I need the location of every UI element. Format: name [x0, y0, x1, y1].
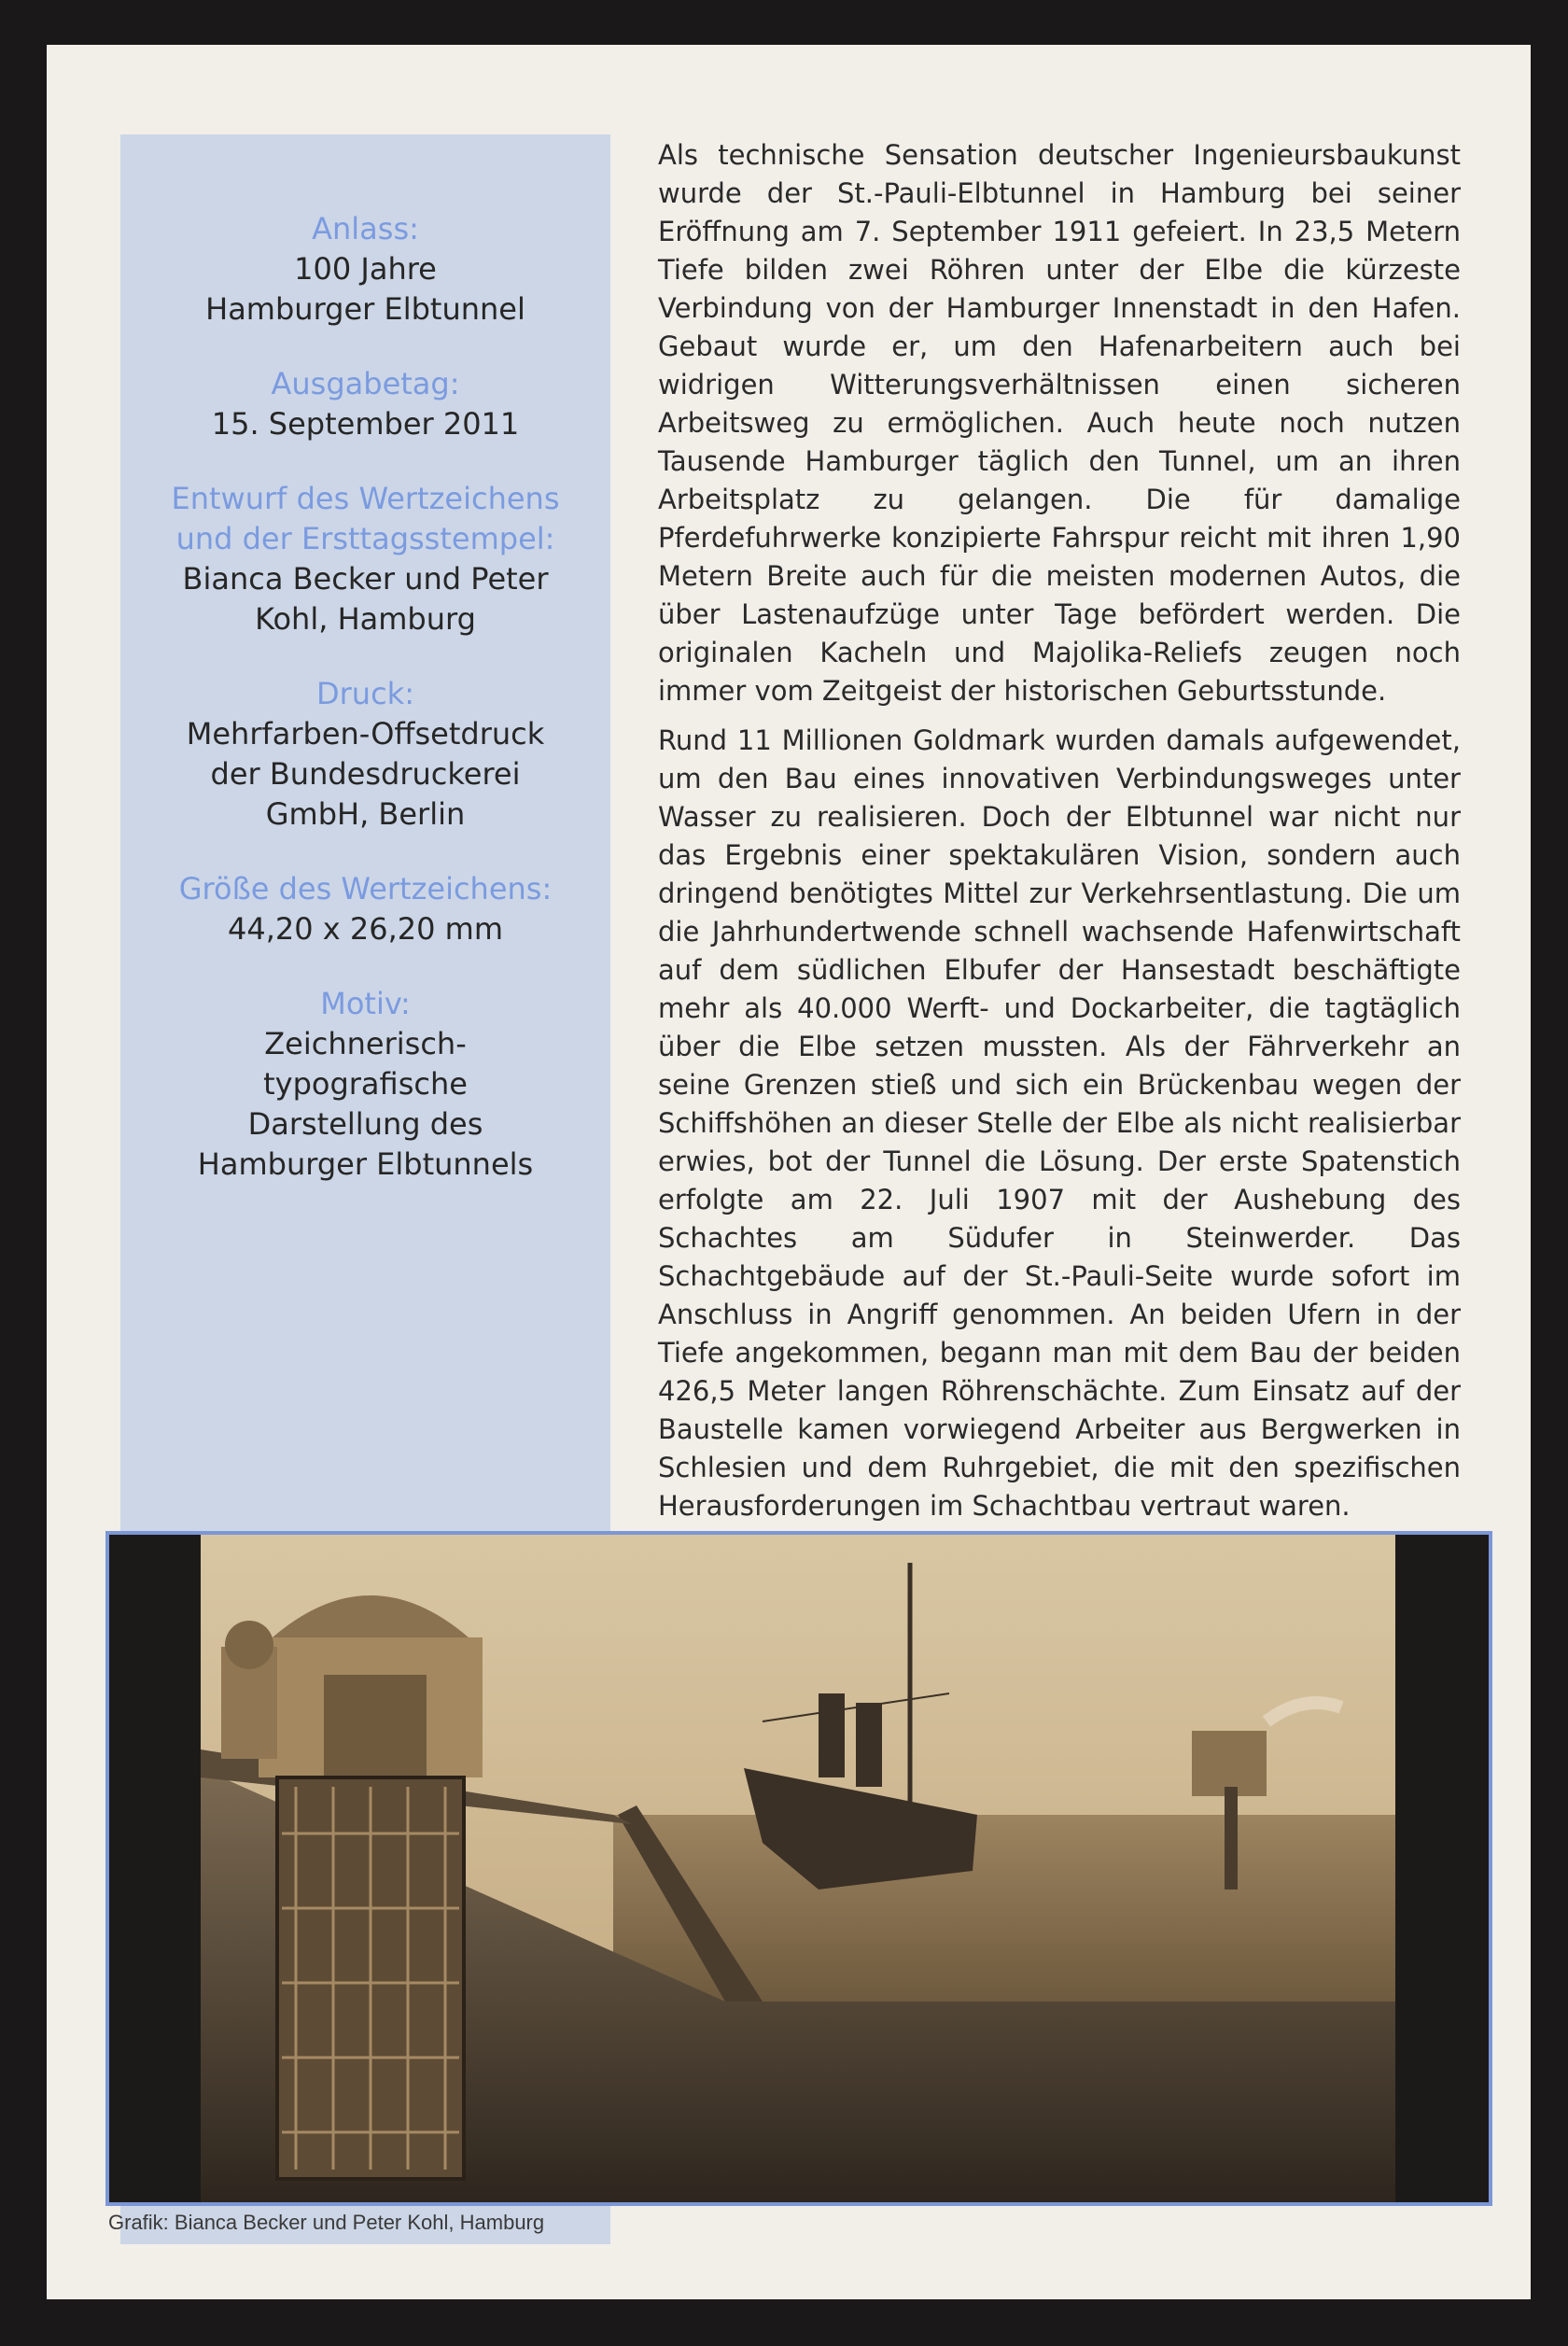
design-block: [120, 479, 610, 639]
design-label: Entwurf des Wertzeichens und der Ersttagsstempel:: [171, 481, 560, 556]
article-paragraph: Rund 11 Millionen Goldmark wurden damals aufgewendet, um den Bau eines innovativen Verbindungsweges unter Wasser zu realisieren. Doch der Elbtunnel war nicht nur das Ergebnis einer spektakulären Vision, sondern auch dringend benötigtes Mittel zur Verkehrsentlastung. Die um die Jahrhundertwende schnell wachsende Hafenwirtschaft auf dem südlichen Elbufer der Hansestadt beschäftigte mehr als 40.000 Werft- und Dockarbeiter, die tagtäglich über die Elbe setzen mussten. Als der Fährverkehr an seine Grenzen stieß und sich ein Brückenbau wegen der Schiffshöhen an dieser Stelle der Elbe als nicht realisierbar erwies, bot der Tunnel die Lösung. Der erste Spatenstich erfolgte am 22. Juli 1907 mit der Aushebung des Schachtes am Südufer in Steinwerder. Das Schachtgebäude auf der St.-Pauli-Seite wurde sofort im Anschluss in Angriff genommen. An beiden Ufern in der Tiefe angekommen, begann man mit dem Bau der beiden 426,5 Meter langen Röhrenschächte. Zum Einsatz auf der Baustelle kamen vorwiegend Arbeiter aus Bergwerken in Schlesien und dem Ruhrgebiet, die mit den spezifischen Herausforderungen im Schachtbau vertraut waren.: [658, 724, 1461, 1522]
illustration-credit: Grafik: Bianca Becker und Peter Kohl, Hamburg: [108, 2211, 545, 2234]
motif-value: Zeichnerisch-typografische Darstellung des Hamburger Elbtunnels: [197, 1026, 534, 1182]
sepia-collage: [109, 1535, 1489, 2202]
print-value: Mehrfarben-Offsetdruck der Bundesdruckerei GmbH, Berlin: [186, 716, 545, 832]
article-paragraph: Als technische Sensation deutscher Ingenieursbaukunst wurde der St.-Pauli-Elbtunnel in Hamburg bei seiner Eröffnung am 7. September 1911 gefeiert. In 23,5 Metern Tiefe bilden zwei Röhren unter der Elbe die kürzeste Verbindung von der Hamburger Innenstadt in den Hafen. Gebaut wurde er, um den Hafenarbeitern auch bei widrigen Witterungsverhältnissen einen sicheren Arbeitsweg zu ermöglichen. Auch heute noch nutzen Tausende Hamburger täglich den Tunnel, um an ihren Arbeitsplatz zu gelangen. Die für damalige Pferdefuhrwerke konzipierte Fahrspur reicht mit ihren 1,90 Metern Breite auch für die meisten modernen Autos, die über Lastenaufzüge unter Tage befördert werden. Die originalen Kacheln und Majolika-Reliefs zeugen noch immer vom Zeitgeist der historischen Geburtsstunde.: [658, 139, 1461, 707]
elbtunnel-illustration: [105, 1531, 1492, 2206]
occasion-label: Anlass:: [312, 211, 419, 246]
issue-date-block: [120, 364, 610, 444]
article-body: [658, 136, 1461, 1537]
print-block: [120, 674, 610, 835]
motif-block: [120, 984, 610, 1185]
motif-label: Motiv:: [320, 986, 411, 1021]
occasion-block: [120, 209, 610, 330]
occasion-value-line-1: 100 Jahre: [294, 251, 437, 287]
stamp-details: [120, 209, 610, 1219]
design-value: Bianca Becker und Peter Kohl, Hamburg: [182, 561, 549, 637]
print-label: Druck:: [316, 676, 414, 711]
issue-date-label: Ausgabetag:: [271, 366, 460, 401]
size-label: Größe des Wertzeichens:: [178, 871, 553, 906]
issue-date-value: 15. September 2011: [211, 406, 520, 442]
size-block: [120, 869, 610, 949]
size-value: 44,20 x 26,20 mm: [227, 911, 503, 947]
occasion-value-line-2: Hamburger Elbtunnel: [205, 291, 525, 327]
document-page: [47, 45, 1531, 2299]
